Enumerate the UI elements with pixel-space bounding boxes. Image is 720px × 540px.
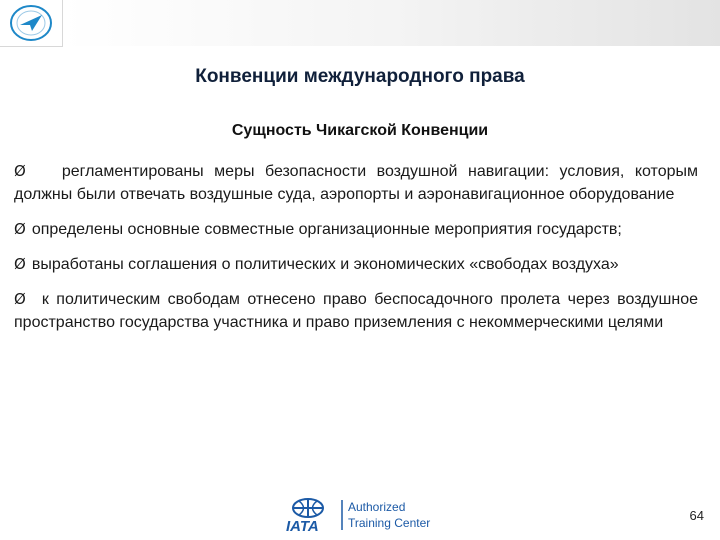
iata-training-center-logo	[282, 494, 442, 534]
tagline-line2: Training Center	[348, 516, 431, 530]
plane-logo-icon	[6, 3, 56, 43]
slide-title: Конвенции международного права	[195, 66, 525, 87]
bullet-arrow-icon: Ø	[14, 290, 26, 308]
list-item	[14, 253, 698, 276]
list-item-text: к политическим свободам отнесено право беспосадочного пролета через воздушное пространство государства участника и право приземления с некоммерческими целями	[14, 291, 698, 331]
list-item-text: определены основные совместные организационные мероприятия государств;	[31, 221, 622, 238]
iata-globe-icon	[293, 499, 323, 517]
bullet-arrow-icon: Ø	[14, 162, 26, 180]
bullet-list	[14, 160, 698, 346]
list-item-text: регламентированы меры безопасности воздушной навигации: условия, которым должны были отвечать воздушные суда, аэропорты и аэронавигационное оборудование	[14, 163, 698, 203]
list-item-text: выработаны соглашения о политических и экономических «свободах воздуха»	[31, 256, 619, 273]
bullet-arrow-icon: Ø	[14, 220, 26, 238]
list-item	[14, 160, 698, 206]
iata-brand-text: IATA	[286, 518, 319, 534]
bullet-arrow-icon: Ø	[14, 255, 26, 273]
slide-subtitle: Сущность Чикагской Конвенции	[231, 122, 489, 139]
list-item	[14, 288, 698, 334]
tagline-line1: Authorized	[348, 500, 406, 514]
logo-box	[0, 0, 63, 47]
list-item	[14, 218, 698, 241]
page-number: 64	[689, 508, 704, 523]
top-bar	[62, 0, 720, 46]
